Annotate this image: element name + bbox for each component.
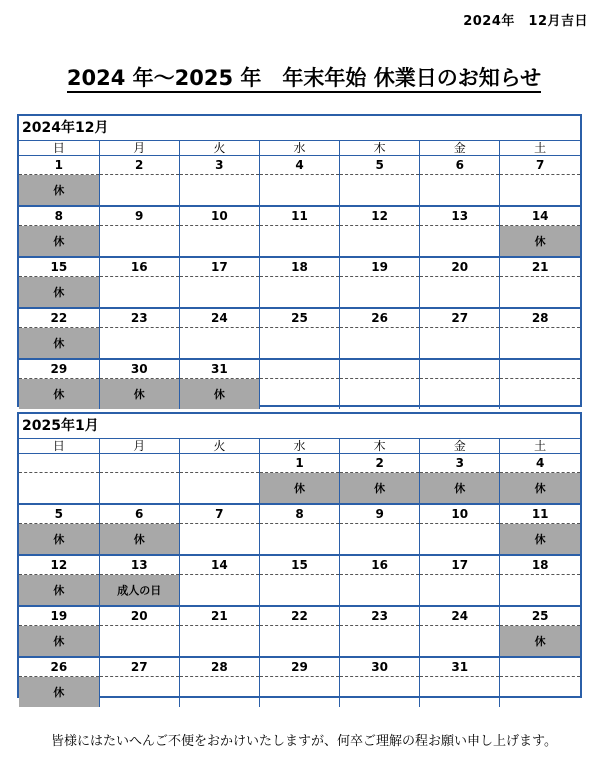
holiday-cell: 休 <box>259 473 339 505</box>
day-number: 5 <box>19 504 99 524</box>
holiday-cell: 休 <box>19 677 99 708</box>
week-events-row <box>19 626 580 658</box>
event-cell <box>500 379 580 410</box>
weekday-header-row <box>19 141 580 156</box>
january-body <box>19 439 580 707</box>
holiday-cell: 休 <box>19 626 99 658</box>
day-number: 8 <box>19 206 99 226</box>
day-number: 3 <box>179 156 259 175</box>
day-number: 29 <box>19 359 99 379</box>
week-events-row <box>19 175 580 207</box>
day-number: 20 <box>99 606 179 626</box>
holiday-cell: 休 <box>179 379 259 410</box>
day-number: 25 <box>259 308 339 328</box>
weekday-header: 土 <box>500 141 580 156</box>
day-number: 7 <box>500 156 580 175</box>
week-days-row <box>19 555 580 575</box>
event-cell <box>99 175 179 207</box>
week-events-row <box>19 677 580 708</box>
event-cell <box>19 473 99 505</box>
event-cell <box>340 277 420 309</box>
event-cell <box>420 575 500 607</box>
weekday-header: 月 <box>99 439 179 454</box>
day-number: 11 <box>259 206 339 226</box>
day-number <box>420 359 500 379</box>
holiday-cell: 休 <box>19 277 99 309</box>
event-cell <box>179 626 259 658</box>
event-cell <box>340 575 420 607</box>
day-number: 1 <box>19 156 99 175</box>
week-events-row <box>19 473 580 505</box>
day-number: 24 <box>420 606 500 626</box>
holiday-cell: 休 <box>19 524 99 556</box>
event-cell <box>179 226 259 258</box>
week-events-row <box>19 524 580 556</box>
day-number: 23 <box>340 606 420 626</box>
holiday-cell: 成人の日 <box>99 575 179 607</box>
calendar-december <box>17 114 582 407</box>
weekday-header: 月 <box>99 141 179 156</box>
event-cell <box>259 626 339 658</box>
day-number: 28 <box>500 308 580 328</box>
day-number <box>500 657 580 677</box>
holiday-cell: 休 <box>19 575 99 607</box>
day-number: 14 <box>500 206 580 226</box>
event-cell <box>259 277 339 309</box>
day-number: 25 <box>500 606 580 626</box>
month-label-december: 2024年12月 <box>19 116 580 141</box>
day-number: 31 <box>179 359 259 379</box>
event-cell <box>500 277 580 309</box>
day-number: 27 <box>99 657 179 677</box>
event-cell <box>259 677 339 708</box>
day-number: 14 <box>179 555 259 575</box>
holiday-cell: 休 <box>500 626 580 658</box>
day-number: 5 <box>340 156 420 175</box>
day-number: 9 <box>99 206 179 226</box>
day-number: 22 <box>19 308 99 328</box>
event-cell <box>500 575 580 607</box>
day-number: 29 <box>259 657 339 677</box>
event-cell <box>420 277 500 309</box>
day-number: 2 <box>99 156 179 175</box>
week-events-row <box>19 328 580 360</box>
weekday-header: 水 <box>259 439 339 454</box>
day-number: 4 <box>500 454 580 473</box>
week-events-row <box>19 226 580 258</box>
december-body <box>19 141 580 409</box>
weekday-header: 土 <box>500 439 580 454</box>
week-days-row <box>19 257 580 277</box>
event-cell <box>179 473 259 505</box>
day-number: 13 <box>420 206 500 226</box>
weekday-header: 水 <box>259 141 339 156</box>
day-number: 16 <box>340 555 420 575</box>
event-cell <box>179 328 259 360</box>
day-number: 22 <box>259 606 339 626</box>
event-cell <box>420 328 500 360</box>
event-cell <box>340 626 420 658</box>
weekday-header: 火 <box>179 439 259 454</box>
day-number: 27 <box>420 308 500 328</box>
calendar-january <box>17 412 582 698</box>
day-number: 19 <box>340 257 420 277</box>
event-cell <box>500 677 580 708</box>
week-days-row <box>19 156 580 175</box>
week-days-row <box>19 606 580 626</box>
holiday-cell: 休 <box>19 379 99 410</box>
day-number: 10 <box>420 504 500 524</box>
event-cell <box>500 175 580 207</box>
week-events-row <box>19 277 580 309</box>
event-cell <box>99 626 179 658</box>
day-number: 23 <box>99 308 179 328</box>
day-number: 30 <box>99 359 179 379</box>
week-days-row <box>19 454 580 473</box>
holiday-cell: 休 <box>500 473 580 505</box>
weekday-header: 金 <box>420 141 500 156</box>
day-number: 9 <box>340 504 420 524</box>
event-cell <box>99 328 179 360</box>
event-cell <box>340 677 420 708</box>
event-cell <box>99 226 179 258</box>
event-cell <box>259 328 339 360</box>
day-number: 4 <box>259 156 339 175</box>
weekday-header: 日 <box>19 439 99 454</box>
week-days-row <box>19 657 580 677</box>
event-cell <box>420 524 500 556</box>
day-number: 31 <box>420 657 500 677</box>
event-cell <box>259 524 339 556</box>
event-cell <box>340 328 420 360</box>
day-number: 28 <box>179 657 259 677</box>
closing-notice: 皆様にはたいへんご不便をおかけいたしますが、何卒ご理解の程お願い申し上げます。 <box>51 734 557 749</box>
event-cell <box>99 677 179 708</box>
weekday-header: 金 <box>420 439 500 454</box>
event-cell <box>259 175 339 207</box>
week-days-row <box>19 504 580 524</box>
week-events-row <box>19 575 580 607</box>
day-number: 26 <box>19 657 99 677</box>
holiday-cell: 休 <box>19 175 99 207</box>
weekday-header: 木 <box>340 141 420 156</box>
event-cell <box>420 379 500 410</box>
day-number: 3 <box>420 454 500 473</box>
day-number: 10 <box>179 206 259 226</box>
event-cell <box>420 677 500 708</box>
holiday-cell: 休 <box>19 226 99 258</box>
event-cell <box>340 226 420 258</box>
event-cell <box>179 677 259 708</box>
weekday-header: 日 <box>19 141 99 156</box>
day-number: 11 <box>500 504 580 524</box>
event-cell <box>179 575 259 607</box>
issue-date: 2024年 12月吉日 <box>463 14 588 29</box>
day-number: 24 <box>179 308 259 328</box>
week-events-row <box>19 379 580 410</box>
week-days-row <box>19 308 580 328</box>
event-cell <box>179 277 259 309</box>
day-number: 30 <box>340 657 420 677</box>
day-number: 2 <box>340 454 420 473</box>
day-number <box>99 454 179 473</box>
day-number: 12 <box>340 206 420 226</box>
event-cell <box>500 328 580 360</box>
page-title <box>0 62 608 92</box>
holiday-cell: 休 <box>500 524 580 556</box>
day-number: 17 <box>179 257 259 277</box>
event-cell <box>420 226 500 258</box>
day-number <box>19 454 99 473</box>
holiday-cell: 休 <box>19 328 99 360</box>
event-cell <box>259 379 339 410</box>
holiday-cell: 休 <box>420 473 500 505</box>
event-cell <box>179 524 259 556</box>
event-cell <box>179 175 259 207</box>
day-number: 20 <box>420 257 500 277</box>
day-number <box>179 454 259 473</box>
day-number <box>340 359 420 379</box>
calendar-table-january <box>19 439 580 707</box>
day-number: 16 <box>99 257 179 277</box>
day-number: 12 <box>19 555 99 575</box>
event-cell <box>340 379 420 410</box>
event-cell <box>420 626 500 658</box>
page-title-text: 2024 年～2025 年 年末年始 休業日のお知らせ <box>67 66 541 93</box>
event-cell <box>99 277 179 309</box>
weekday-header: 火 <box>179 141 259 156</box>
day-number: 18 <box>500 555 580 575</box>
day-number <box>500 359 580 379</box>
weekday-header: 木 <box>340 439 420 454</box>
day-number: 6 <box>420 156 500 175</box>
day-number: 26 <box>340 308 420 328</box>
day-number: 8 <box>259 504 339 524</box>
holiday-cell: 休 <box>99 524 179 556</box>
day-number: 13 <box>99 555 179 575</box>
day-number: 21 <box>179 606 259 626</box>
month-label-january: 2025年1月 <box>19 414 580 439</box>
event-cell <box>259 575 339 607</box>
event-cell <box>340 524 420 556</box>
holiday-cell: 休 <box>340 473 420 505</box>
day-number: 1 <box>259 454 339 473</box>
day-number <box>259 359 339 379</box>
day-number: 7 <box>179 504 259 524</box>
day-number: 19 <box>19 606 99 626</box>
event-cell <box>340 175 420 207</box>
day-number: 6 <box>99 504 179 524</box>
event-cell <box>99 473 179 505</box>
holiday-cell: 休 <box>500 226 580 258</box>
event-cell <box>420 175 500 207</box>
calendar-table-december <box>19 141 580 409</box>
event-cell <box>259 226 339 258</box>
day-number: 15 <box>259 555 339 575</box>
weekday-header-row <box>19 439 580 454</box>
week-days-row <box>19 206 580 226</box>
day-number: 17 <box>420 555 500 575</box>
day-number: 15 <box>19 257 99 277</box>
week-days-row <box>19 359 580 379</box>
holiday-cell: 休 <box>99 379 179 410</box>
day-number: 21 <box>500 257 580 277</box>
day-number: 18 <box>259 257 339 277</box>
